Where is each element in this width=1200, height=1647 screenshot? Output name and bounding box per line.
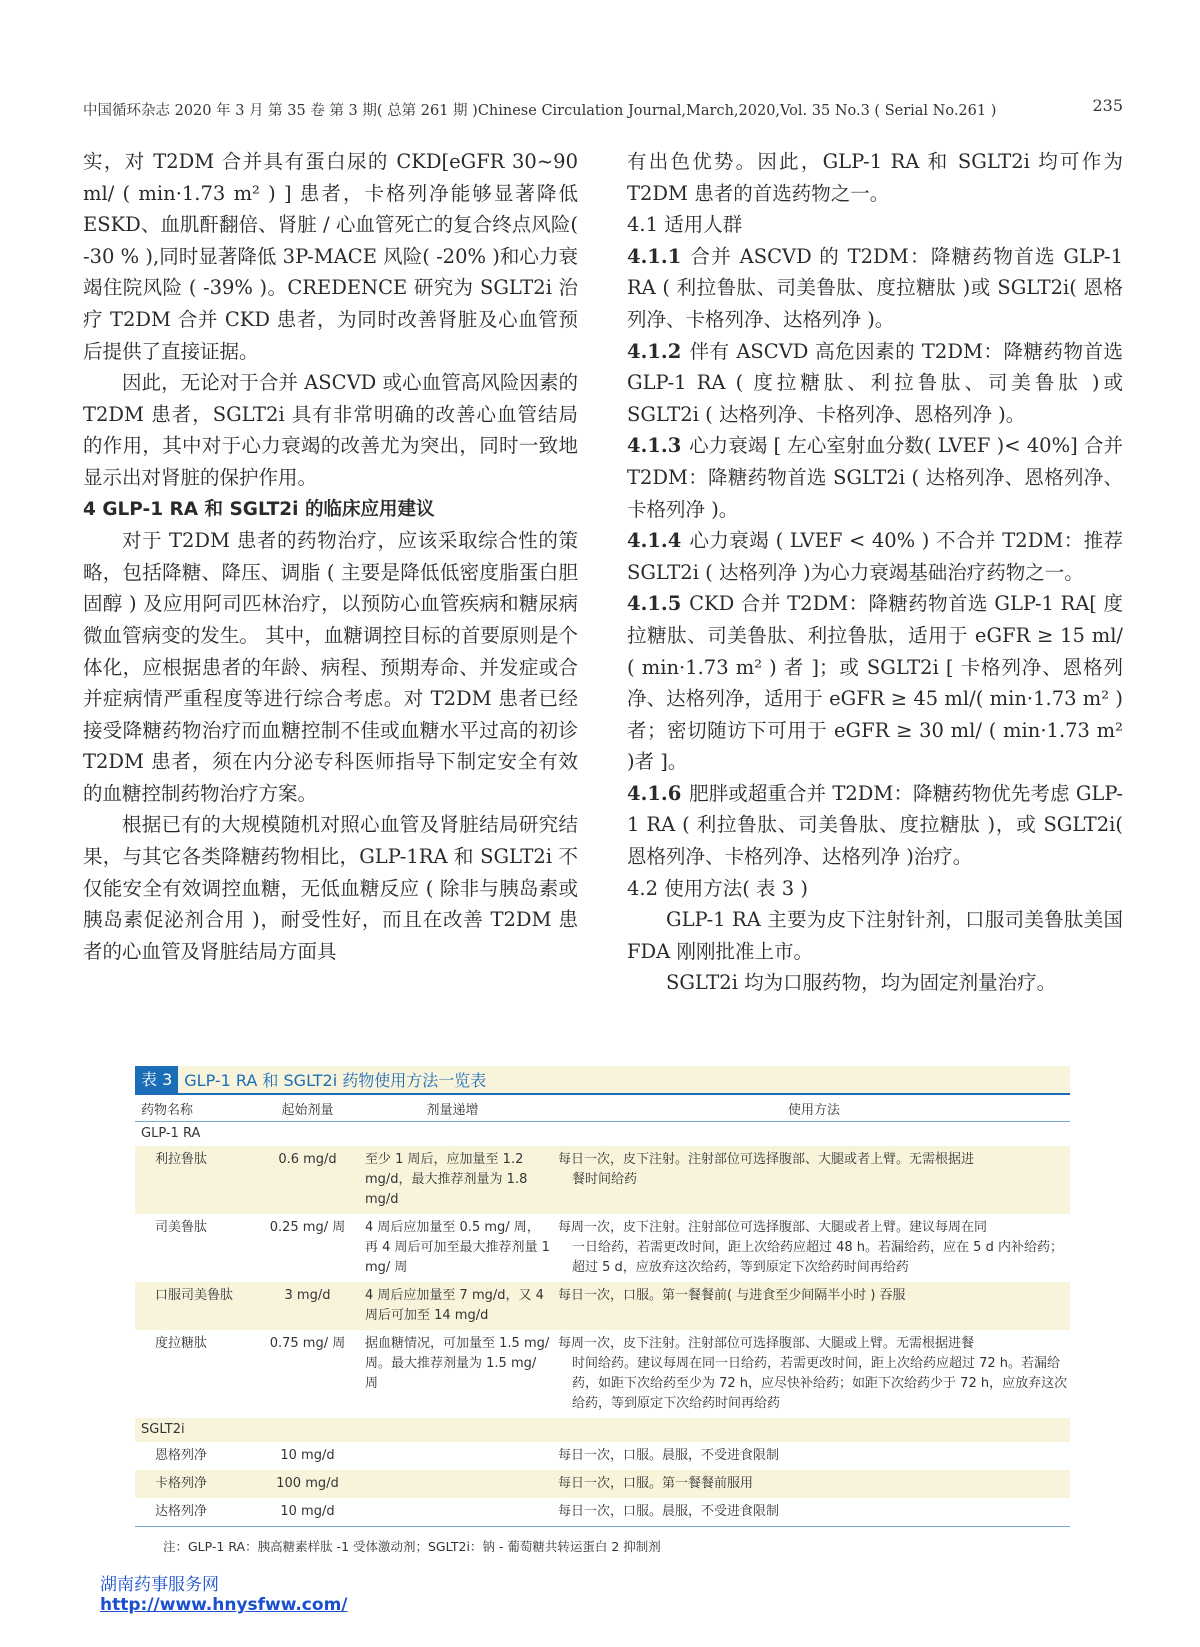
titration: 4 周后应加量至 7 mg/d，又 4 周后可加至 14 mg/d: [365, 1288, 544, 1323]
drug-name: 卡格列净: [155, 1476, 208, 1491]
titration: [355, 1502, 550, 1522]
usage: 每日一次，口服。第一餐餐前服用: [558, 1476, 754, 1491]
titration: [355, 1474, 550, 1494]
usage-text-cont: 时间给药。建议每周在同一日给药，若需更改时间，距上次给药应超过 72 h。若漏给药，如距下次给药至少为 72 h，应尽快补给药；如距下次给药少于 72 h，应放弃这次给药，等到原定下次给药时间再给药: [572, 1356, 1068, 1411]
usage: [550, 1150, 1070, 1210]
running-header: [83, 96, 1123, 122]
subsection-heading: 4.2 使用方法( 表 3 ): [627, 876, 808, 900]
titration: 4 周后应加量至 0.5 mg/ 周，再 4 周后可加至最大推荐剂量 1 mg/ 周: [365, 1220, 550, 1275]
drug-name: 恩格列净: [155, 1448, 208, 1463]
drug-name: 达格列净: [155, 1504, 208, 1519]
table-row: [135, 1330, 1070, 1418]
item-number: 4.1.6: [627, 781, 682, 805]
item-number: 4.1.1: [627, 244, 682, 268]
usage: [550, 1334, 1070, 1414]
paragraph: GLP-1 RA 主要为皮下注射针剂，口服司美鲁肽美国 FDA 刚刚批准上市。: [627, 908, 1123, 963]
item-text: CKD 合并 T2DM：降糖药物首选 GLP-1 RA[ 度拉糖肽、司美鲁肽、利拉鲁肽，适用于 eGFR ≥ 15 ml/ ( min·1.73 m² ) 者 ]；或 SGLT2i [ 卡格列净、恩格列净、达格列净，适用于 eGFR ≥ 45 ml/( min·1.73 m² )者；密切随访下可用于 eGFR ≥ 30 ml/ ( min·1.73 m² )者 ]。: [627, 592, 1123, 774]
section-heading: 4 GLP-1 RA 和 SGLT2i 的临床应用建议: [83, 498, 435, 520]
usage-text: 每日一次，口服。第一餐餐前( 与进食至少间隔半小时 ) 吞服: [558, 1288, 906, 1303]
start-dose: 0.75 mg/ 周: [269, 1336, 346, 1351]
page-number: 235: [1092, 96, 1123, 115]
subsection-heading: 4.1 适用人群: [627, 213, 743, 237]
start-dose: 10 mg/d: [280, 1448, 335, 1463]
table-row: [135, 1214, 1070, 1282]
table-row: [135, 1498, 1070, 1526]
usage-text-cont: 餐时间给药: [572, 1172, 638, 1187]
paragraph: SGLT2i 均为口服药物，均为固定剂量治疗。: [666, 971, 1057, 995]
paragraph: 实，对 T2DM 合并具有蛋白尿的 CKD[eGFR 30~90 ml/ ( min·1.73 m² ) ] 患者，卡格列净能够显著降低 ESKD、血肌酐翻倍、肾脏 / 心血管死亡的复合终点风险( -30 % ),同时显著降低 3P-MACE 风险( -20% )和心力衰竭住院风险 ( -39% )。CREDENCE 研究为 SGLT2i 治疗 T2DM 合并 CKD 患者，为同时改善肾脏及心血管预后提供了直接证据。: [83, 150, 578, 363]
usage: [550, 1286, 1070, 1326]
recommendation-item: [627, 525, 1123, 588]
drug-name: 度拉糖肽: [155, 1336, 208, 1351]
drug-name: 口服司美鲁肽: [155, 1288, 234, 1303]
item-number: 4.1.3: [627, 434, 682, 458]
usage: [550, 1218, 1070, 1278]
usage-text: 每周一次，皮下注射。注射部位可选择腹部、大腿或者上臂。建议每周在同: [558, 1220, 988, 1235]
header-drug: 药物名称: [141, 1102, 194, 1118]
table-caption: [135, 1066, 1070, 1095]
journal-citation: 中国循环杂志 2020 年 3 月 第 35 卷 第 3 期( 总第 261 期 )Chinese Circulation Journal,March,2020,Vol. 35 No.3 ( Serial No.261 ): [83, 103, 997, 119]
usage: 每日一次，口服。晨服，不受进食限制: [558, 1504, 780, 1519]
table-row: [135, 1282, 1070, 1330]
item-number: 4.1.2: [627, 339, 682, 363]
group-label: GLP-1 RA: [135, 1122, 1070, 1146]
table-note: 注：GLP-1 RA：胰高糖素样肽 -1 受体激动剂；SGLT2i：钠 - 葡萄糖共转运蛋白 2 抑制剂: [163, 1539, 661, 1554]
start-dose: 3 mg/d: [284, 1288, 331, 1303]
item-text: 伴有 ASCVD 高危因素的 T2DM：降糖药物首选 GLP-1 RA ( 度拉糖肽、利拉鲁肽、司美鲁肽 )或 SGLT2i ( 达格列净、卡格列净、恩格列净 )。: [627, 339, 1123, 426]
titration: 据血糖情况，可加量至 1.5 mg/ 周。最大推荐剂量为 1.5 mg/ 周: [365, 1336, 550, 1391]
table-label: 表 3: [135, 1066, 178, 1093]
recommendation-item: [627, 241, 1123, 336]
left-column: [83, 146, 578, 967]
right-column: [627, 146, 1123, 999]
watermark-url[interactable]: http://www.hnysfww.com/: [100, 1595, 348, 1615]
header-titration: 剂量递增: [426, 1102, 479, 1118]
table-row: [135, 1470, 1070, 1498]
item-text: 心力衰竭 [ 左心室射血分数( LVEF )< 40%] 合并 T2DM：降糖药物首选 SGLT2i ( 达格列净、恩格列净、卡格列净 )。: [627, 434, 1123, 521]
paragraph: 因此，无论对于合并 ASCVD 或心血管高风险因素的 T2DM 患者，SGLT2i 具有非常明确的改善心血管结局的作用，其中对于心力衰竭的改善尤为突出，同时一致地显示出对肾脏的保护作用。: [83, 371, 578, 489]
header-usage: 使用方法: [787, 1102, 840, 1118]
header-start-dose: 起始剂量: [281, 1102, 334, 1118]
start-dose: 10 mg/d: [280, 1504, 335, 1519]
table-header-row: [135, 1095, 1070, 1122]
item-text: 肥胖或超重合并 T2DM：降糖药物优先考虑 GLP-1 RA ( 利拉鲁肽、司美鲁肽、度拉糖肽 )，或 SGLT2i( 恩格列净、卡格列净、达格列净 )治疗。: [627, 781, 1123, 869]
table-title: GLP-1 RA 和 SGLT2i 药物使用方法一览表: [184, 1071, 487, 1090]
recommendation-item: [627, 430, 1123, 525]
group-label: SGLT2i: [135, 1418, 1070, 1442]
start-dose: 100 mg/d: [276, 1476, 339, 1491]
item-text: 合并 ASCVD 的 T2DM：降糖药物首选 GLP-1 RA ( 利拉鲁肽、司美鲁肽、度拉糖肽 )或 SGLT2i( 恩格列净、卡格列净、达格列净 )。: [627, 244, 1123, 331]
table-3: [135, 1066, 1070, 1555]
paragraph: 对于 T2DM 患者的药物治疗，应该采取综合性的策略，包括降糖、降压、调脂 ( 主要是降低低密度脂蛋白胆固醇 ) 及应用阿司匹林治疗，以预防心血管疾病和糖尿病微血管病变的发生。 其中，血糖调控目标的首要原则是个体化，应根据患者的年龄、病程、预期寿命、并发症或合并症病情严重程度等进行综合考虑。对 T2DM 患者已经接受降糖药物治疗而血糖控制不佳或血糖水平过高的初诊 T2DM 患者，须在内分泌专科医师指导下制定安全有效的血糖控制药物治疗方案。: [83, 529, 578, 805]
drug-name: 利拉鲁肽: [155, 1152, 208, 1167]
start-dose: 0.6 mg/d: [278, 1152, 337, 1167]
table-row: [135, 1146, 1070, 1214]
recommendation-item: [627, 336, 1123, 431]
recommendation-item: [627, 588, 1123, 778]
drug-name: 司美鲁肽: [155, 1220, 208, 1235]
usage-text-cont: 一日给药，若需更改时间，距上次给药应超过 48 h。若漏给药，应在 5 d 内补给药；超过 5 d，应放弃这次给药，等到原定下次给药时间再给药: [572, 1240, 1063, 1275]
titration: [355, 1446, 550, 1466]
start-dose: 0.25 mg/ 周: [269, 1220, 346, 1235]
table-row: [135, 1442, 1070, 1470]
recommendation-item: [627, 778, 1123, 873]
paragraph: 根据已有的大规模随机对照心血管及肾脏结局研究结果，与其它各类降糖药物相比，GLP-1RA 和 SGLT2i 不仅能安全有效调控血糖，无低血糖反应 ( 除非与胰岛素或胰岛素促泌剂合用 )，耐受性好，而且在改善 T2DM 患者的心血管及肾脏结局方面具: [83, 813, 578, 963]
item-text: 心力衰竭 ( LVEF < 40% ) 不合并 T2DM：推荐 SGLT2i ( 达格列净 )为心力衰竭基础治疗药物之一。: [627, 529, 1123, 584]
site-watermark: [100, 1575, 348, 1615]
usage-text: 每周一次，皮下注射。注射部位可选择腹部、大腿或上臂。无需根据进餐: [558, 1336, 975, 1351]
usage-text: 每日一次，皮下注射。注射部位可选择腹部、大腿或者上臂。无需根据进: [558, 1152, 975, 1167]
item-number: 4.1.5: [627, 592, 682, 616]
watermark-name: 湖南药事服务网: [100, 1575, 219, 1595]
paragraph: 有出色优势。因此，GLP-1 RA 和 SGLT2i 均可作为 T2DM 患者的首选药物之一。: [627, 150, 1123, 205]
usage: 每日一次，口服。晨服，不受进食限制: [558, 1448, 780, 1463]
titration: 至少 1 周后，应加量至 1.2 mg/d，最大推荐剂量为 1.8 mg/d: [365, 1152, 528, 1207]
item-number: 4.1.4: [627, 529, 682, 553]
